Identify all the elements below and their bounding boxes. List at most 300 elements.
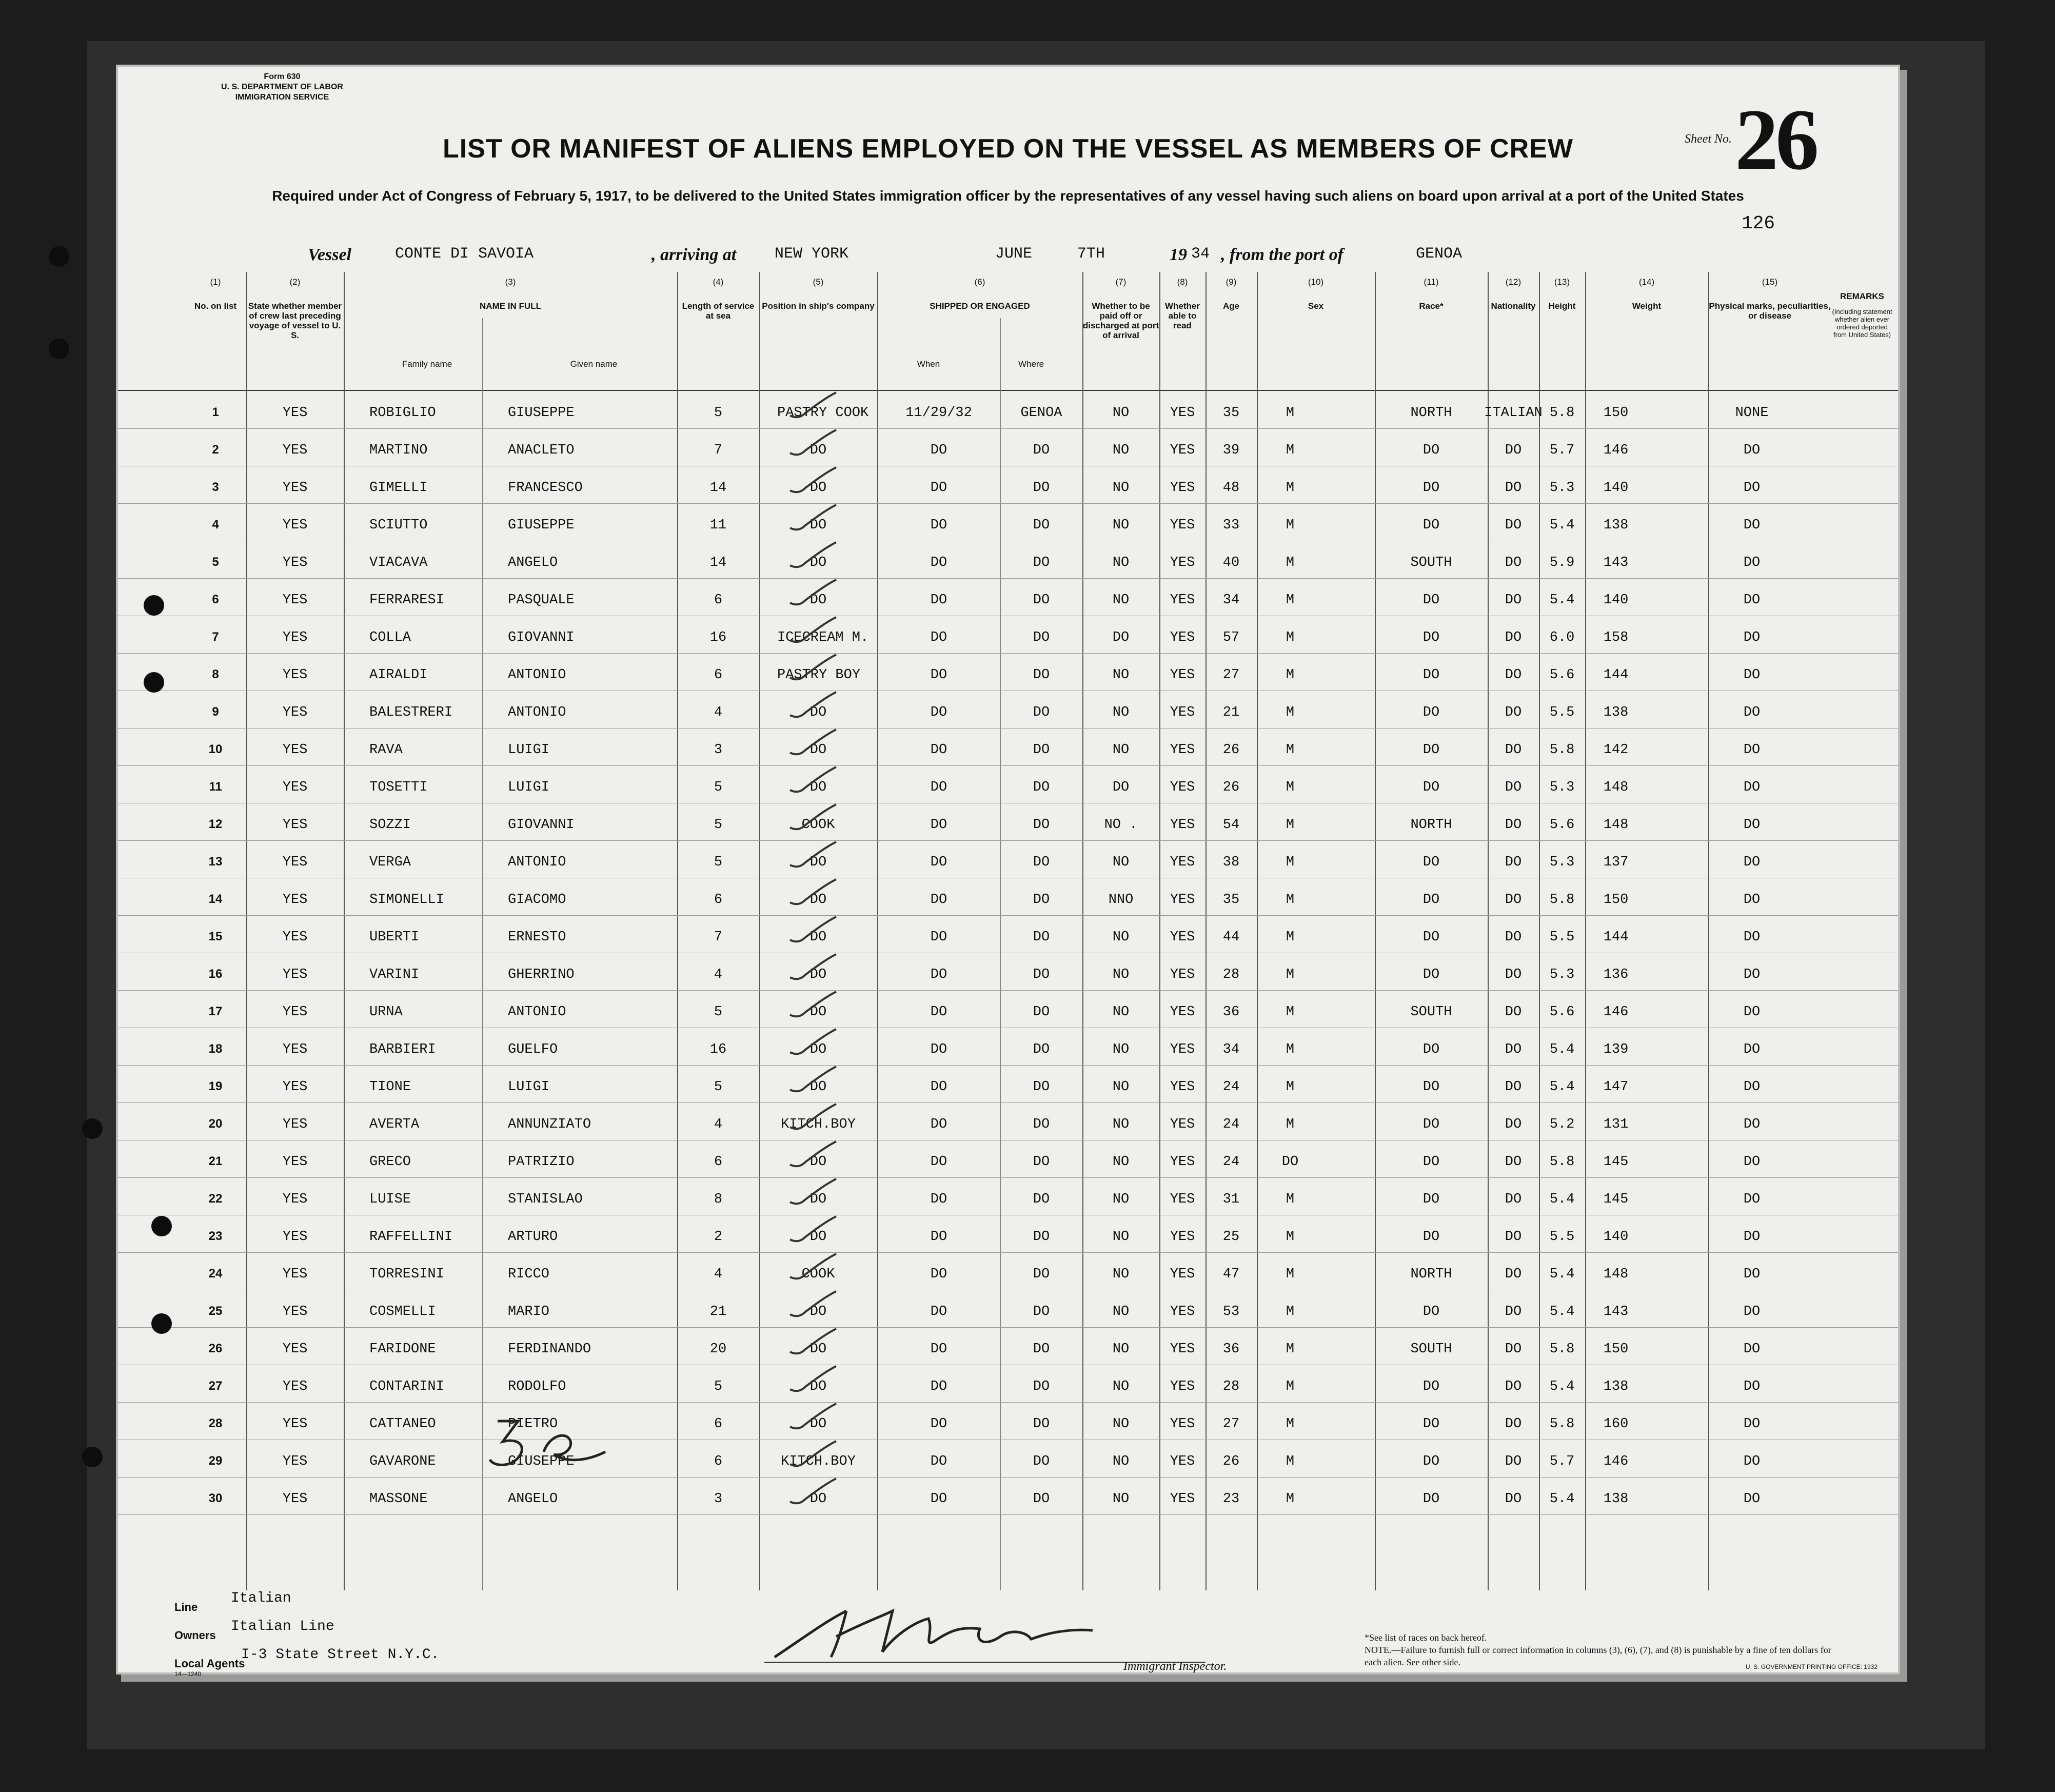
cell-where: DO	[1033, 1005, 1050, 1020]
column-number: (11)	[1424, 277, 1439, 287]
column-label: REMARKS	[1840, 291, 1884, 301]
cell-nat: DO	[1505, 555, 1522, 570]
cell-sex: M	[1286, 1079, 1295, 1095]
cell-marks: DO	[1743, 817, 1761, 833]
check-mark	[785, 540, 841, 576]
cell-marks: DO	[1743, 742, 1761, 758]
cell-service: 5	[714, 405, 723, 421]
cell-race: DO	[1422, 742, 1440, 758]
cell-age: 24	[1222, 1154, 1240, 1170]
cell-paid: NO	[1112, 1229, 1130, 1245]
cell-no: 15	[208, 930, 223, 943]
column-header	[1257, 277, 1375, 385]
cell-race: DO	[1422, 480, 1440, 496]
cell-sex: M	[1286, 1379, 1295, 1394]
cell-paid: NO	[1112, 443, 1130, 458]
column-divider	[344, 272, 345, 1590]
column-label: Whether able to read	[1165, 301, 1200, 330]
cell-service: 20	[709, 1342, 727, 1357]
cell-read: YES	[1170, 1229, 1195, 1245]
cell-where: DO	[1033, 1342, 1050, 1357]
cell-age: 25	[1222, 1229, 1240, 1245]
cell-prev: YES	[282, 1042, 308, 1057]
cell-family: FARIDONE	[369, 1342, 436, 1357]
cell-sex: M	[1286, 593, 1295, 608]
cell-paid: NO	[1112, 1267, 1130, 1282]
column-number: (1)	[210, 277, 221, 287]
cell-prev: YES	[282, 405, 308, 421]
column-header	[1375, 277, 1488, 385]
cell-marks: DO	[1743, 1154, 1761, 1170]
cell-given: GIUSEPPE	[508, 518, 575, 533]
cell-given: ANGELO	[508, 555, 558, 570]
cell-prev: YES	[282, 1192, 308, 1207]
cell-age: 33	[1222, 518, 1240, 533]
cell-height: 5.2	[1549, 1117, 1575, 1132]
row-rule	[118, 1477, 1898, 1478]
cell-family: COSMELLI	[369, 1304, 436, 1320]
cell-service: 4	[714, 705, 723, 720]
cell-height: 5.5	[1549, 705, 1575, 720]
cell-no: 5	[212, 555, 219, 569]
cell-weight: 148	[1603, 1267, 1629, 1282]
cell-race: SOUTH	[1410, 1342, 1452, 1357]
check-mark	[785, 1289, 841, 1325]
cell-weight: 131	[1603, 1117, 1629, 1132]
cell-read: YES	[1170, 1342, 1195, 1357]
cell-race: DO	[1422, 593, 1440, 608]
cell-given: GIOVANNI	[508, 817, 575, 833]
cell-family: COLLA	[369, 630, 411, 645]
cell-read: YES	[1170, 1416, 1195, 1432]
cell-position: DO	[809, 480, 827, 496]
cell-given: PIETRO	[508, 1416, 558, 1432]
check-mark	[785, 802, 841, 838]
cell-marks: DO	[1743, 1192, 1761, 1207]
cell-age: 28	[1222, 967, 1240, 982]
cell-nat: DO	[1505, 518, 1522, 533]
cell-nat: DO	[1505, 1154, 1522, 1170]
binder-hole	[144, 672, 164, 693]
agents-field	[174, 1647, 440, 1670]
cell-service: 16	[709, 630, 727, 645]
inspector-signature	[764, 1601, 1206, 1667]
cell-weight: 144	[1603, 667, 1629, 683]
cell-prev: YES	[282, 630, 308, 645]
cell-when: DO	[930, 817, 947, 833]
cell-height: 5.6	[1549, 667, 1575, 683]
cell-no: 14	[208, 892, 223, 906]
cell-prev: YES	[282, 855, 308, 870]
cell-paid: NO	[1112, 1154, 1130, 1170]
cell-nat: DO	[1505, 1005, 1522, 1020]
cell-age: 24	[1222, 1117, 1240, 1132]
row-rule	[118, 915, 1898, 916]
cell-given: PATRIZIO	[508, 1154, 575, 1170]
cell-where: DO	[1033, 1079, 1050, 1095]
column-number: (13)	[1554, 277, 1570, 287]
cell-read: YES	[1170, 855, 1195, 870]
cell-prev: YES	[282, 1379, 308, 1394]
cell-read: YES	[1170, 1454, 1195, 1469]
cell-family: SOZZI	[369, 817, 411, 833]
cell-paid: DO	[1112, 630, 1130, 645]
cell-read: YES	[1170, 892, 1195, 908]
cell-prev: YES	[282, 817, 308, 833]
page-reference: 126	[1742, 213, 1775, 234]
cell-height: 5.3	[1549, 480, 1575, 496]
cell-race: DO	[1422, 1491, 1440, 1507]
column-header	[1708, 277, 1831, 385]
cell-family: VIACAVA	[369, 555, 428, 570]
cell-position: DO	[809, 555, 827, 570]
cell-race: DO	[1422, 930, 1440, 945]
cell-given: GHERRINO	[508, 967, 575, 982]
cell-when: DO	[930, 593, 947, 608]
cell-paid: NO	[1112, 405, 1130, 421]
cell-height: 5.4	[1549, 1379, 1575, 1394]
cell-age: 34	[1222, 1042, 1240, 1057]
cell-age: 34	[1222, 593, 1240, 608]
document-title: LIST OR MANIFEST OF ALIENS EMPLOYED ON THE VESSEL AS MEMBERS OF CREW	[443, 134, 1573, 164]
cell-when: DO	[930, 1342, 947, 1357]
cell-nat: DO	[1505, 1117, 1522, 1132]
cell-no: 19	[208, 1079, 223, 1093]
cell-read: YES	[1170, 480, 1195, 496]
column-divider	[1708, 272, 1709, 1590]
cell-sex: M	[1286, 555, 1295, 570]
service-name: IMMIGRATION SERVICE	[235, 93, 329, 102]
cell-paid: NO	[1112, 1079, 1130, 1095]
cell-race: SOUTH	[1410, 1005, 1452, 1020]
check-mark	[785, 577, 841, 613]
cell-nat: DO	[1505, 667, 1522, 683]
cell-prev: YES	[282, 1005, 308, 1020]
cell-race: DO	[1422, 892, 1440, 908]
cell-weight: 140	[1603, 1229, 1629, 1245]
cell-marks: DO	[1743, 443, 1761, 458]
cell-age: 47	[1222, 1267, 1240, 1282]
cell-position: DO	[809, 1005, 827, 1020]
header-divider	[118, 390, 1898, 391]
cell-family: CONTARINI	[369, 1379, 444, 1394]
cell-when: DO	[930, 1005, 947, 1020]
cell-height: 5.4	[1549, 518, 1575, 533]
form-number: Form 630	[264, 72, 301, 81]
check-mark	[785, 727, 841, 763]
cell-family: TOSETTI	[369, 780, 428, 795]
cell-nat: DO	[1505, 1416, 1522, 1432]
cell-position: KITCH.BOY	[781, 1454, 856, 1469]
cell-weight: 145	[1603, 1154, 1629, 1170]
check-mark	[785, 952, 841, 988]
arrival-month: JUNE	[995, 245, 1033, 263]
cell-where: DO	[1033, 667, 1050, 683]
column-label: Age	[1222, 301, 1240, 311]
cell-nat: DO	[1505, 1229, 1522, 1245]
cell-nat: ITALIAN	[1484, 405, 1543, 421]
cell-position: DO	[809, 1304, 827, 1320]
cell-given: LUIGI	[508, 780, 550, 795]
column-label: Weight	[1632, 301, 1662, 311]
cell-given: ANNUNZIATO	[508, 1117, 591, 1132]
cell-age: 26	[1222, 742, 1240, 758]
row-rule	[118, 1177, 1898, 1178]
cell-nat: DO	[1505, 892, 1522, 908]
column-label: Height	[1548, 301, 1576, 311]
cell-weight: 140	[1603, 480, 1629, 496]
cell-no: 22	[208, 1192, 223, 1206]
owners-field	[174, 1619, 334, 1642]
cell-family: TORRESINI	[369, 1267, 444, 1282]
column-header	[1585, 277, 1708, 385]
cell-weight: 146	[1603, 1454, 1629, 1469]
cell-when: DO	[930, 1042, 947, 1057]
cell-age: 26	[1222, 1454, 1240, 1469]
cell-when: DO	[930, 1416, 947, 1432]
check-mark	[785, 877, 841, 913]
cell-when: DO	[930, 555, 947, 570]
cell-marks: DO	[1743, 1416, 1761, 1432]
cell-read: YES	[1170, 1154, 1195, 1170]
cell-age: 44	[1222, 930, 1240, 945]
cell-sex: M	[1286, 480, 1295, 496]
cell-height: 5.4	[1549, 1042, 1575, 1057]
line-value: Italian	[231, 1590, 291, 1606]
column-number: (12)	[1505, 277, 1522, 287]
cell-race: DO	[1422, 967, 1440, 982]
cell-position: DO	[809, 1416, 827, 1432]
cell-height: 5.4	[1549, 1079, 1575, 1095]
cell-nat: DO	[1505, 930, 1522, 945]
check-mark	[785, 1101, 841, 1137]
cell-family: GIMELLI	[369, 480, 428, 496]
column-label: Position in ship's company	[762, 301, 875, 311]
column-divider	[1375, 272, 1376, 1590]
cell-prev: YES	[282, 443, 308, 458]
column-label: Length of service at sea	[682, 301, 755, 321]
cell-nat: DO	[1505, 742, 1522, 758]
cell-prev: YES	[282, 1079, 308, 1095]
cell-service: 2	[714, 1229, 723, 1245]
cell-given: STANISLAO	[508, 1192, 583, 1207]
cell-nat: DO	[1505, 443, 1522, 458]
arrival-port: NEW YORK	[775, 245, 849, 263]
column-label: Physical marks, peculiarities, or disease	[1709, 301, 1831, 321]
check-mark	[785, 989, 841, 1025]
cell-read: YES	[1170, 1304, 1195, 1320]
cell-marks: DO	[1743, 555, 1761, 570]
cell-age: 36	[1222, 1005, 1240, 1020]
column-header	[185, 277, 246, 385]
cell-sex: M	[1286, 1042, 1295, 1057]
column-number: (9)	[1226, 277, 1237, 287]
cell-read: YES	[1170, 1079, 1195, 1095]
cell-family: GAVARONE	[369, 1454, 436, 1469]
cell-where: DO	[1033, 1454, 1050, 1469]
cell-sex: M	[1286, 930, 1295, 945]
cell-read: YES	[1170, 1491, 1195, 1507]
cell-where: DO	[1033, 1154, 1050, 1170]
cell-prev: YES	[282, 555, 308, 570]
cell-service: 3	[714, 1491, 723, 1507]
cell-no: 18	[208, 1042, 223, 1056]
column-header	[1082, 277, 1159, 385]
cell-weight: 148	[1603, 780, 1629, 795]
cell-no: 30	[208, 1491, 223, 1505]
column-header	[246, 277, 344, 385]
cell-weight: 138	[1603, 518, 1629, 533]
cell-read: YES	[1170, 817, 1195, 833]
cell-age: 23	[1222, 1491, 1240, 1507]
cell-given: ANGELO	[508, 1491, 558, 1507]
cell-position: KITCH.BOY	[781, 1117, 856, 1132]
owners-value: Italian Line	[231, 1619, 334, 1635]
cell-marks: DO	[1743, 705, 1761, 720]
cell-paid: NO	[1112, 667, 1130, 683]
cell-service: 4	[714, 967, 723, 982]
cell-marks: DO	[1743, 667, 1761, 683]
cell-given: GIOVANNI	[508, 630, 575, 645]
cell-age: 27	[1222, 667, 1240, 683]
cell-race: NORTH	[1410, 405, 1452, 421]
department-name: U. S. DEPARTMENT OF LABOR	[221, 83, 343, 91]
cell-service: 5	[714, 1079, 723, 1095]
cell-position: DO	[809, 780, 827, 795]
cell-when: DO	[930, 855, 947, 870]
cell-no: 23	[208, 1229, 223, 1243]
row-rule	[118, 990, 1898, 991]
cell-no: 7	[212, 630, 219, 644]
cell-nat: DO	[1505, 780, 1522, 795]
cell-age: 35	[1222, 892, 1240, 908]
check-mark	[785, 690, 841, 725]
cell-where: GENOA	[1020, 405, 1062, 421]
cell-read: YES	[1170, 967, 1195, 982]
column-label: Race*	[1419, 301, 1444, 311]
column-label: State whether member of crew last preceding voyage of vessel to U. S.	[248, 301, 342, 340]
cell-read: YES	[1170, 1117, 1195, 1132]
cell-when: DO	[930, 1267, 947, 1282]
cell-where: DO	[1033, 1229, 1050, 1245]
cell-race: DO	[1422, 1454, 1440, 1469]
cell-marks: DO	[1743, 630, 1761, 645]
cell-position: DO	[809, 593, 827, 608]
cell-position: DO	[809, 1491, 827, 1507]
cell-no: 16	[208, 967, 223, 981]
cell-age: 27	[1222, 1416, 1240, 1432]
cell-position: DO	[809, 1342, 827, 1357]
cell-marks: DO	[1743, 1079, 1761, 1095]
cell-paid: NO	[1112, 518, 1130, 533]
cell-given: ARTURO	[508, 1229, 558, 1245]
vessel-name: CONTE DI SAVOIA	[395, 245, 534, 263]
cell-weight: 143	[1603, 1304, 1629, 1320]
cell-no: 12	[208, 817, 223, 831]
cell-prev: YES	[282, 742, 308, 758]
cell-race: SOUTH	[1410, 555, 1452, 570]
column-header	[1159, 277, 1206, 385]
cell-service: 3	[714, 742, 723, 758]
cell-age: 54	[1222, 817, 1240, 833]
cell-given: FERDINANDO	[508, 1342, 591, 1357]
cell-service: 11	[709, 518, 727, 533]
column-label: No. on list	[194, 301, 237, 311]
cell-position: ICECREAM M.	[777, 630, 869, 645]
cell-marks: DO	[1743, 1304, 1761, 1320]
row-rule	[118, 428, 1898, 429]
cell-paid: NO	[1112, 555, 1130, 570]
column-header	[759, 277, 877, 385]
column-number: (3)	[505, 277, 516, 287]
cell-given: LUIGI	[508, 1079, 550, 1095]
column-sublabel: Where	[1018, 359, 1044, 369]
arrival-day: 7TH	[1077, 245, 1105, 263]
cell-age: 57	[1222, 630, 1240, 645]
cell-position: DO	[809, 1192, 827, 1207]
owners-label: Owners	[174, 1629, 216, 1642]
cell-sex: M	[1286, 518, 1295, 533]
check-mark	[785, 1064, 841, 1100]
row-rule	[118, 1402, 1898, 1403]
cell-weight: 136	[1603, 967, 1629, 982]
cell-sex: M	[1286, 855, 1295, 870]
cell-service: 14	[709, 555, 727, 570]
cell-height: 5.8	[1549, 742, 1575, 758]
cell-height: 5.8	[1549, 1416, 1575, 1432]
cell-marks: DO	[1743, 480, 1761, 496]
cell-sex: DO	[1281, 1154, 1299, 1170]
cell-given: ANTONIO	[508, 855, 566, 870]
cell-prev: YES	[282, 1342, 308, 1357]
cell-paid: NO	[1112, 1005, 1130, 1020]
cell-where: DO	[1033, 742, 1050, 758]
cell-race: DO	[1422, 1192, 1440, 1207]
cell-race: DO	[1422, 1416, 1440, 1432]
cell-when: 11/29/32	[905, 405, 972, 421]
cell-given: GUELFO	[508, 1042, 558, 1057]
cell-family: SCIUTTO	[369, 518, 428, 533]
cell-nat: DO	[1505, 593, 1522, 608]
cell-height: 5.3	[1549, 780, 1575, 795]
cell-given: ANTONIO	[508, 1005, 566, 1020]
cell-nat: DO	[1505, 1342, 1522, 1357]
cell-where: DO	[1033, 480, 1050, 496]
cell-where: DO	[1033, 1042, 1050, 1057]
cell-weight: 150	[1603, 892, 1629, 908]
column-sublabel: Given name	[570, 359, 618, 369]
binder-hole	[151, 1313, 172, 1334]
cell-paid: NO	[1112, 1491, 1130, 1507]
cell-prev: YES	[282, 518, 308, 533]
cell-sex: M	[1286, 892, 1295, 908]
cell-marks: DO	[1743, 518, 1761, 533]
cell-family: MASSONE	[369, 1491, 428, 1507]
cell-sex: M	[1286, 1491, 1295, 1507]
column-number: (6)	[974, 277, 985, 287]
cell-paid: NO	[1112, 480, 1130, 496]
cell-sex: M	[1286, 1267, 1295, 1282]
year-prefix: 19	[1170, 245, 1187, 264]
cell-race: DO	[1422, 1042, 1440, 1057]
cell-family: RAVA	[369, 742, 403, 758]
cell-no: 2	[212, 443, 219, 457]
agents-value: I-3 State Street N.Y.C.	[241, 1647, 440, 1663]
cell-weight: 140	[1603, 593, 1629, 608]
cell-sex: M	[1286, 1416, 1295, 1432]
check-mark	[785, 914, 841, 950]
column-header	[1206, 277, 1257, 385]
